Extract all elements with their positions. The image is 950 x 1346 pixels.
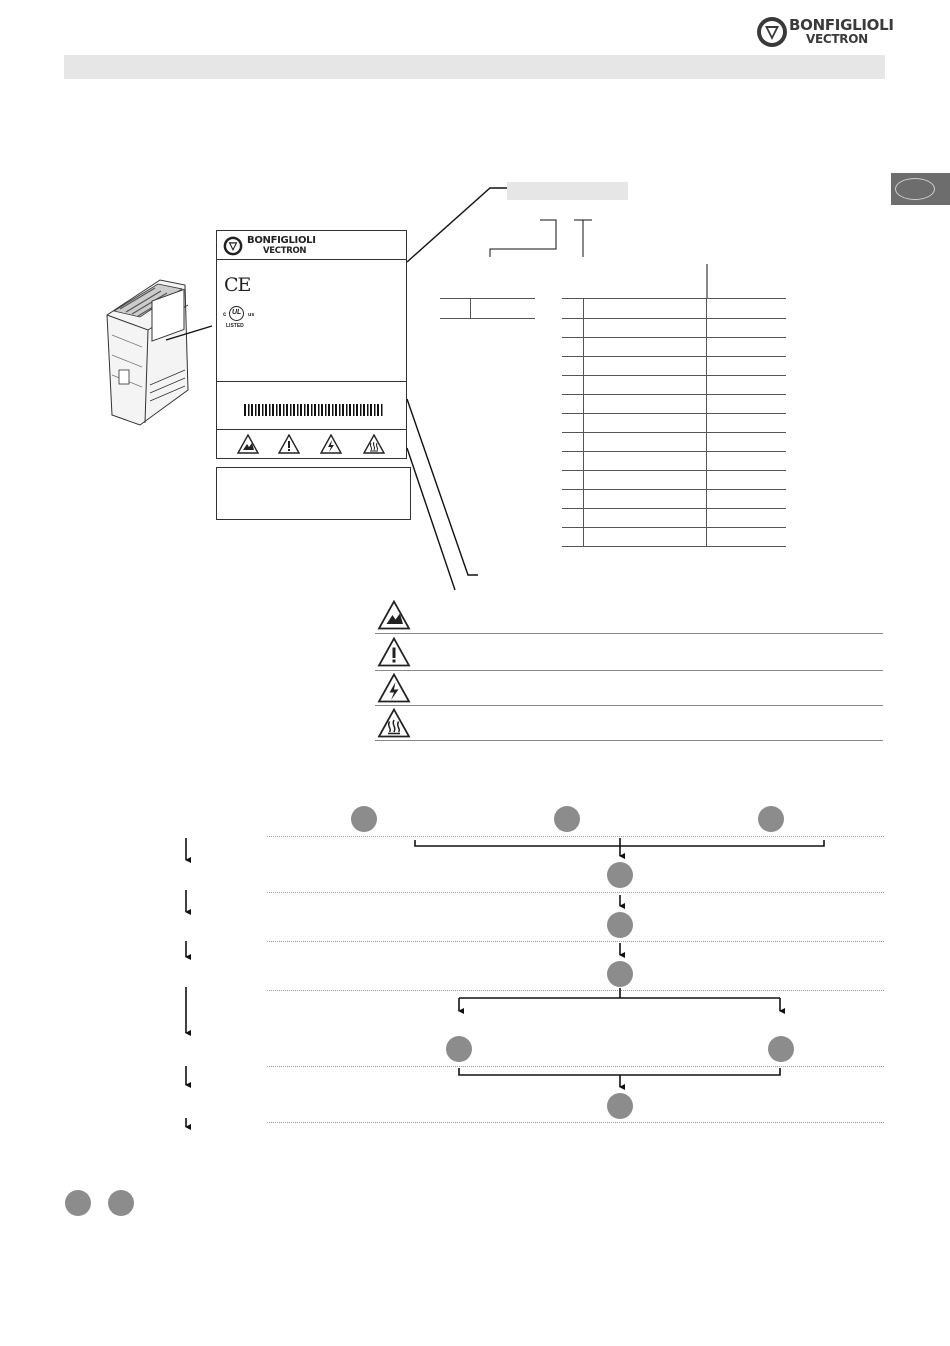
ul-text: UL bbox=[232, 309, 242, 316]
flow-row-divider bbox=[267, 941, 884, 942]
flow-row-divider bbox=[267, 990, 884, 991]
type-code-table bbox=[440, 298, 786, 548]
hot-surface-icon bbox=[377, 708, 411, 738]
flow-row-divider bbox=[267, 1066, 884, 1067]
ul-listed: LISTED bbox=[226, 323, 244, 329]
ul-c: c bbox=[223, 312, 227, 318]
flow-row-divider bbox=[267, 1122, 884, 1123]
flow-node bbox=[607, 862, 633, 888]
model-code-field bbox=[507, 182, 628, 200]
brand-subname: VECTRON bbox=[806, 32, 868, 46]
esd-icon bbox=[377, 600, 411, 630]
flow-row-divider bbox=[267, 836, 884, 837]
nameplate-brand-name: BONFIGLIOLI bbox=[247, 235, 316, 246]
flow-node bbox=[607, 961, 633, 987]
symbol-legend bbox=[375, 598, 883, 741]
brand-name: BONFIGLIOLI bbox=[789, 16, 894, 34]
flow-node bbox=[758, 806, 784, 832]
legend-circle bbox=[108, 1190, 134, 1216]
legend-circle bbox=[65, 1190, 91, 1216]
flow-node bbox=[351, 806, 377, 832]
flow-node bbox=[607, 1093, 633, 1119]
flow-node bbox=[768, 1036, 794, 1062]
high-voltage-icon bbox=[377, 673, 411, 703]
warning-icon bbox=[377, 637, 411, 667]
flow-node bbox=[607, 912, 633, 938]
flow-node bbox=[446, 1036, 472, 1062]
ce-mark: CE bbox=[224, 274, 251, 296]
flow-row-divider bbox=[267, 892, 884, 893]
ul-us: us bbox=[248, 312, 255, 318]
nameplate-brand-subname: VECTRON bbox=[263, 246, 307, 256]
flow-node bbox=[554, 806, 580, 832]
